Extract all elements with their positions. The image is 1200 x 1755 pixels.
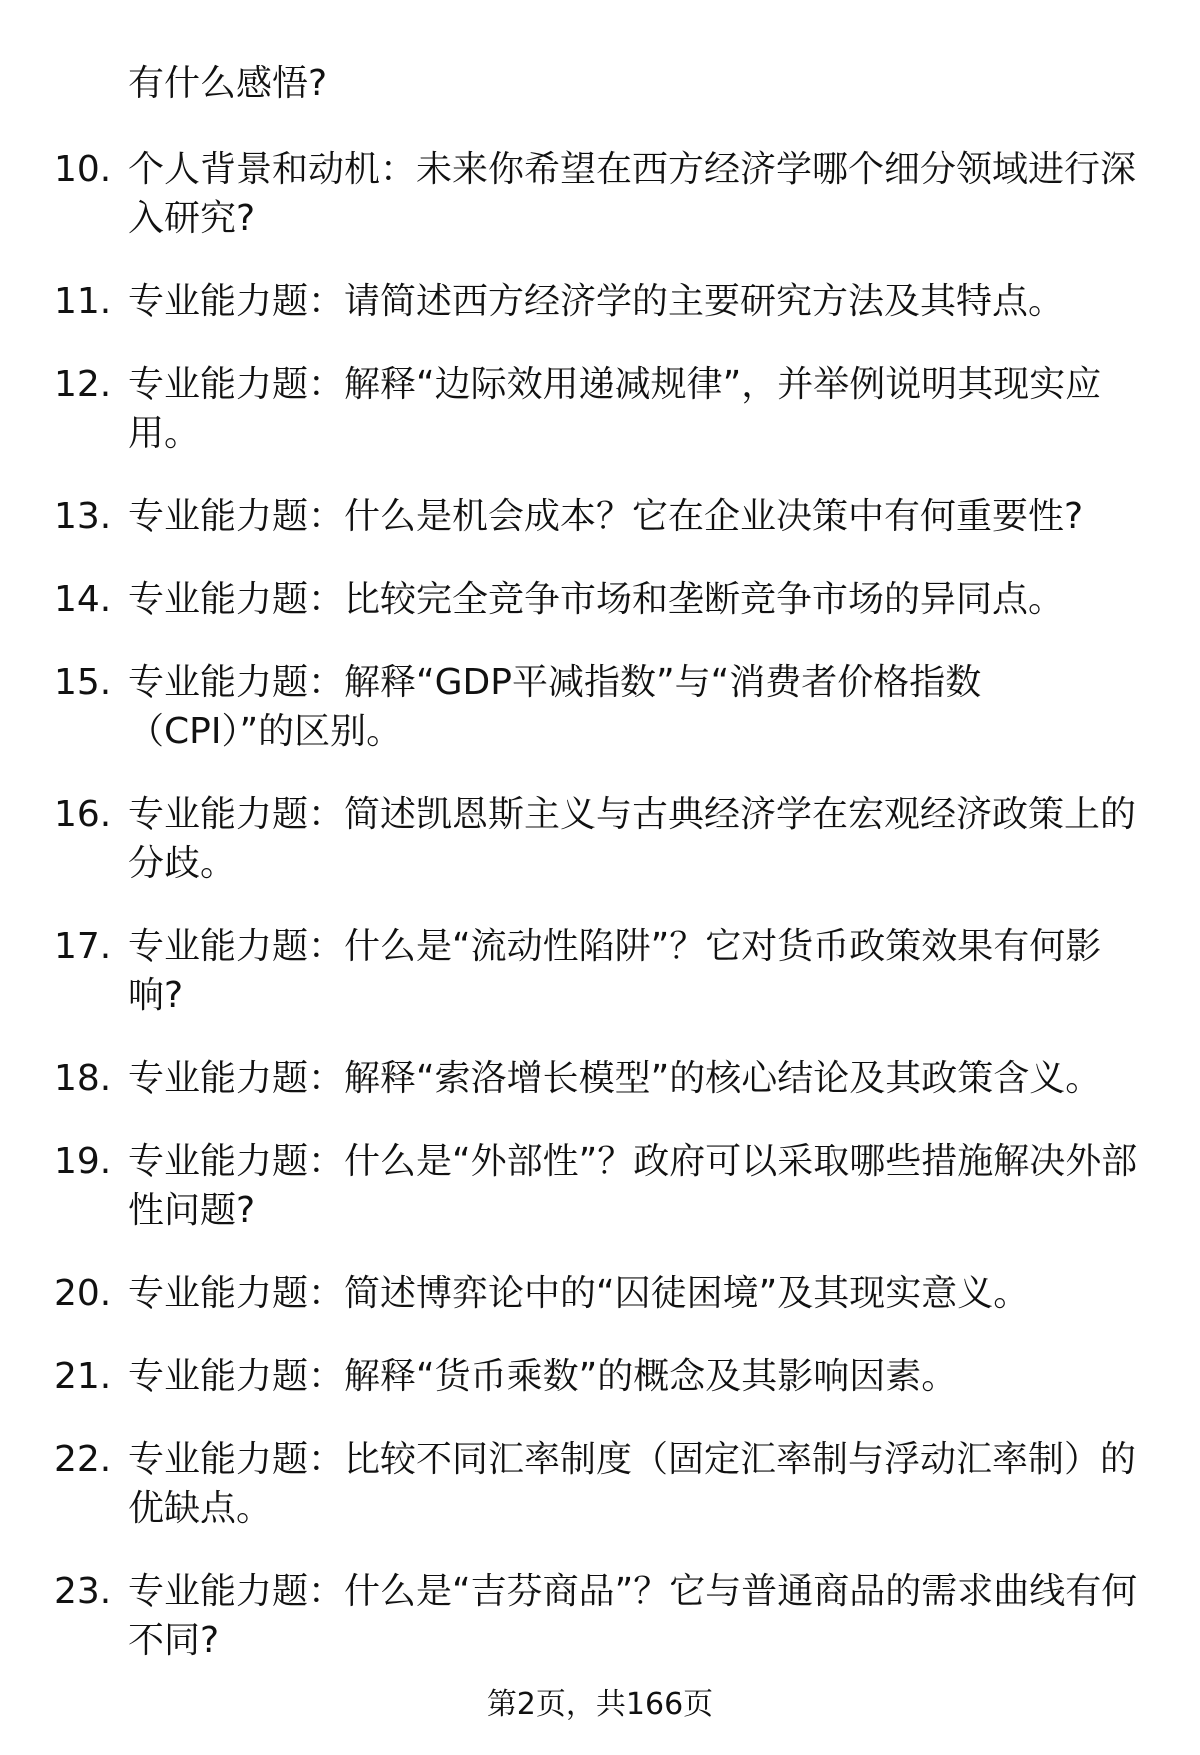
question-item <box>0 492 1138 541</box>
question-number: 10. <box>54 149 112 190</box>
question-text: 专业能力题：什么是“流动性陷阱”？它对货币政策效果有何影响? <box>128 926 1102 1016</box>
question-text: 专业能力题：简述凯恩斯主义与古典经济学在宏观经济政策上的分歧。 <box>128 794 1137 884</box>
question-item <box>0 360 1138 458</box>
question-number: 11. <box>54 281 112 322</box>
question-item <box>0 1054 1138 1103</box>
question-item <box>0 790 1138 888</box>
question-text: 专业能力题：比较完全竞争市场和垄断竞争市场的异同点。 <box>128 579 1065 620</box>
question-item <box>0 575 1138 624</box>
question-item <box>0 1435 1138 1533</box>
question-number: 12. <box>54 364 112 405</box>
question-number: 21. <box>54 1356 112 1397</box>
question-number: 22. <box>54 1439 112 1480</box>
question-list <box>0 59 1200 1699</box>
question-text: 专业能力题：解释“货币乘数”的概念及其影响因素。 <box>128 1356 958 1397</box>
question-number: 18. <box>54 1058 112 1099</box>
question-item <box>0 277 1138 326</box>
question-item <box>0 1567 1138 1665</box>
page-number: 第2页，共166页 <box>486 1687 714 1722</box>
question-text: 专业能力题：解释“索洛增长模型”的核心结论及其政策含义。 <box>128 1058 1102 1099</box>
question-text: 专业能力题：解释“GDP平减指数”与“消费者价格指数（CPI）”的区别。 <box>128 662 982 752</box>
question-text: 专业能力题：比较不同汇率制度（固定汇率制与浮动汇率制）的优缺点。 <box>128 1439 1137 1529</box>
question-text: 专业能力题：什么是“吉芬商品”？它与普通商品的需求曲线有何不同? <box>128 1571 1138 1661</box>
question-text: 专业能力题：什么是机会成本？它在企业决策中有何重要性? <box>128 496 1084 537</box>
question-text: 专业能力题：简述博弈论中的“囚徒困境”及其现实意义。 <box>128 1273 1030 1314</box>
question-number: 20. <box>54 1273 112 1314</box>
question-number: 13. <box>54 496 112 537</box>
question-number: 16. <box>54 794 112 835</box>
question-number: 17. <box>54 926 112 967</box>
question-text: 专业能力题：解释“边际效用递减规律”，并举例说明其现实应用。 <box>128 364 1102 454</box>
question-item <box>0 1269 1138 1318</box>
question-text: 个人背景和动机：未来你希望在西方经济学哪个细分领域进行深入研究? <box>128 149 1137 239</box>
question-item <box>0 145 1138 243</box>
question-number: 15. <box>54 662 112 703</box>
question-text: 专业能力题：请简述西方经济学的主要研究方法及其特点。 <box>128 281 1065 322</box>
question-number: 19. <box>54 1141 112 1182</box>
previous-question-continuation: 有什么感悟? <box>128 63 328 104</box>
question-item <box>0 922 1138 1020</box>
question-number: 14. <box>54 579 112 620</box>
question-item <box>0 658 1138 756</box>
question-item <box>0 1137 1138 1235</box>
question-text: 专业能力题：什么是“外部性”？政府可以采取哪些措施解决外部性问题? <box>128 1141 1138 1231</box>
question-number: 23. <box>54 1571 112 1612</box>
question-item <box>0 1352 1138 1401</box>
